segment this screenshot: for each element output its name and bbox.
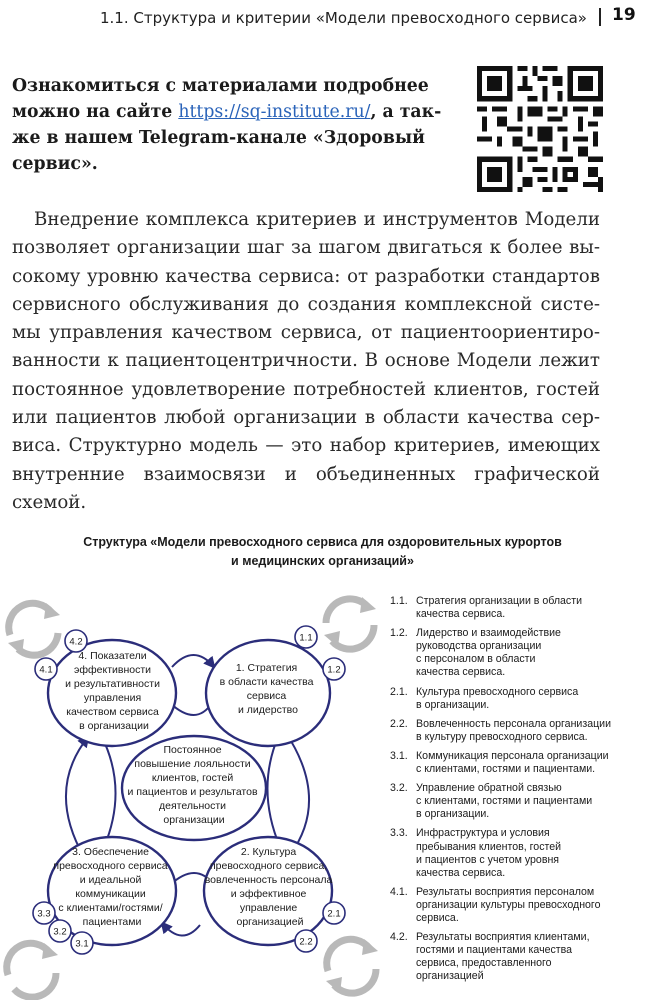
figure-legend bbox=[390, 595, 645, 989]
node-communication-text: 3. Обеспечение превосходного сервиса и идеальной коммуникации с клиентами/гостями/ пациентами bbox=[53, 846, 168, 928]
body-line: или пациентов любой организации в области качества сер- bbox=[12, 407, 600, 429]
legend-number: 3.1. bbox=[390, 749, 408, 762]
arrow-icon bbox=[362, 939, 378, 955]
legend-number: 1.2. bbox=[390, 627, 408, 640]
body-line: внутренние взаимосвязи и объединенных графической bbox=[12, 463, 600, 485]
running-header bbox=[0, 0, 645, 34]
legend-number: 4.1. bbox=[390, 885, 408, 898]
figure-title-line: Структура «Модели превосходного сервиса для оздоровительных курортов bbox=[83, 535, 562, 549]
badge-label: 3.2 bbox=[53, 926, 67, 938]
body-line: сервисного обслуживания до создания комплексной систе- bbox=[12, 293, 600, 315]
arrow-icon bbox=[8, 639, 24, 655]
model-diagram bbox=[0, 585, 390, 1000]
legend-number: 3.3. bbox=[390, 827, 408, 840]
node-culture-text: 2. Культура превосходного сервиса, вовлеченность персонала и эффективное управление организацией bbox=[204, 846, 333, 928]
arrow-icon bbox=[42, 943, 58, 959]
legend-number: 3.2. bbox=[390, 782, 408, 795]
page-number: 19 bbox=[612, 5, 636, 25]
legend-item: 1.1. Стратегия организации в области качества сервиса. bbox=[390, 595, 583, 621]
node-center-text: Постоянное повышение лояльности клиентов, гостей и пациентов и результатов деятельности организации bbox=[127, 744, 258, 826]
body-line: ванности к пациентоцентричности. В основе Модели лежит bbox=[12, 350, 600, 372]
legend-item: 3.2. Управление обратной связью с клиентами, гостями и пациентами в организации. bbox=[390, 782, 593, 821]
badge-label: 3.3 bbox=[37, 908, 51, 920]
legend-number: 1.1. bbox=[390, 595, 408, 607]
legend-item: 1.2. Лидерство и взаимодействие руководства организации с персоналом в области качества сервиса. bbox=[390, 627, 561, 679]
legend-item: 4.2. Результаты восприятия клиентами, гостями и пациентами качества сервиса, предоставленного организацией bbox=[390, 931, 590, 983]
body-line: позволяет организации шаг за шагом двигаться к более вы- bbox=[12, 237, 600, 259]
legend-item: 3.3. Инфраструктура и условия пребывания клиентов, гостей и пациентов с учетом уровня качества сервиса. bbox=[390, 827, 562, 879]
body-line: постоянное удовлетворение потребностей клиентов, гостей bbox=[12, 378, 600, 400]
legend-number: 2.2. bbox=[390, 717, 408, 730]
badge-label: 4.1 bbox=[39, 664, 53, 676]
intro-line: сервис». bbox=[12, 154, 98, 174]
body-paragraph bbox=[12, 206, 600, 517]
node-indicators-text: 4. Показатели эффективности и результативности управления качеством сервиса в организации bbox=[65, 650, 160, 732]
badge-label: 3.1 bbox=[75, 938, 89, 950]
body-line: сокому уровню качества сервиса: от разработки стандартов bbox=[12, 265, 600, 287]
arrow-icon bbox=[360, 597, 376, 613]
intro-line: Ознакомиться с материалами подробнее bbox=[12, 76, 429, 96]
qr-code[interactable] bbox=[477, 66, 603, 192]
body-line: виса. Структурно модель — это набор критериев, имеющих bbox=[12, 435, 600, 457]
badge-label: 2.1 bbox=[327, 908, 341, 920]
header-title: 1.1. Структура и критерии «Модели превосходного сервиса» bbox=[99, 9, 587, 27]
body-line: схемой. bbox=[12, 491, 87, 513]
badge-label: 2.2 bbox=[299, 936, 313, 948]
badge-label: 4.2 bbox=[69, 636, 83, 648]
legend-item: 4.1. Результаты восприятия персоналом организации культуры превосходного сервиса. bbox=[390, 885, 601, 924]
arrow-icon bbox=[44, 603, 60, 619]
arrow-icon bbox=[326, 977, 342, 993]
badge-label: 1.2 bbox=[327, 664, 341, 676]
body-line: мы управления качеством сервиса, от пациентоориентиро- bbox=[12, 322, 600, 344]
legend-item: 2.2. Вовлеченность персонала организации в культуру превосходного сервиса. bbox=[390, 717, 611, 743]
intro-line: можно на сайте https://sq-institute.ru/, а так- bbox=[12, 102, 442, 122]
header-divider bbox=[599, 8, 601, 26]
node-strategy-text: 1. Стратегия в области качества сервиса и лидерство bbox=[219, 662, 314, 716]
figure-title-line: и медицинских организаций» bbox=[231, 554, 414, 568]
legend-number: 2.1. bbox=[390, 685, 408, 698]
legend-item: 3.1. Коммуникация персонала организации с клиентами, гостями и пациентами. bbox=[390, 749, 609, 776]
body-line: Внедрение комплекса критериев и инструментов Модели bbox=[34, 209, 600, 230]
figure-title bbox=[0, 533, 645, 571]
website-link[interactable]: https://sq-institute.ru/ bbox=[178, 102, 371, 122]
intro-paragraph bbox=[12, 73, 462, 177]
legend-item: 2.1. Культура превосходного сервиса в организации. bbox=[390, 685, 579, 711]
badge-label: 1.1 bbox=[299, 632, 313, 644]
intro-line: же в нашем Telegram-канале «Здоровый bbox=[12, 128, 425, 148]
legend-number: 4.2. bbox=[390, 931, 408, 944]
